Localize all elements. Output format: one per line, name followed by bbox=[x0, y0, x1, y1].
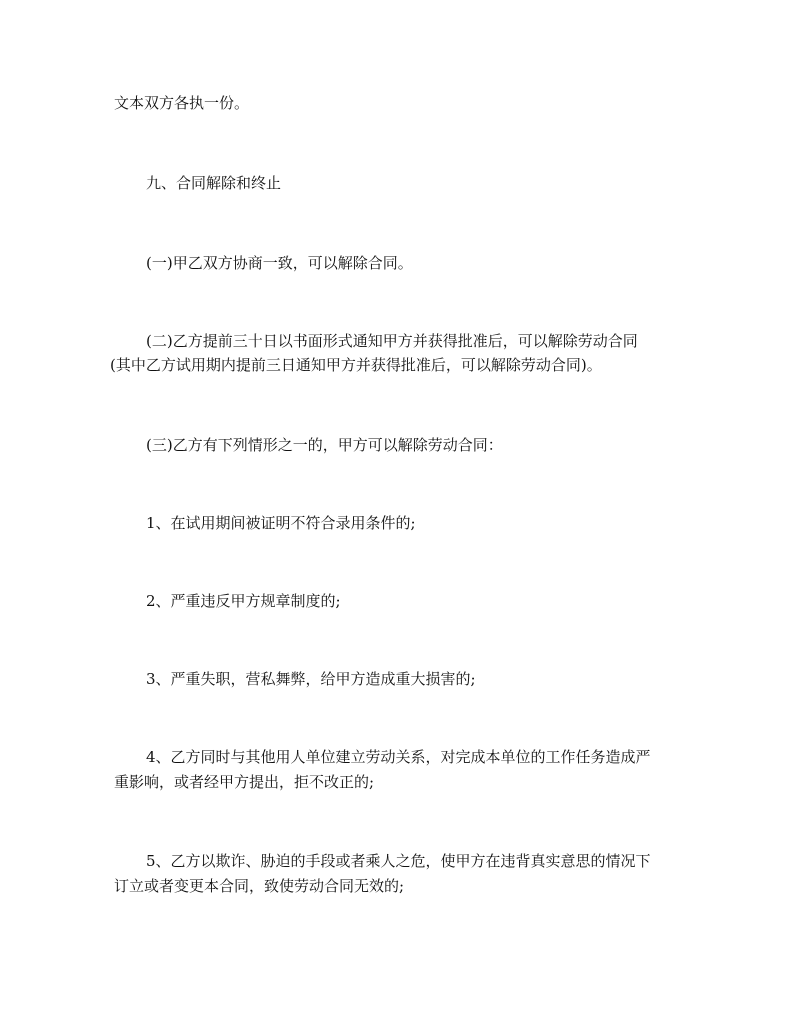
list-item-continuation: 订立或者变更本合同，致使劳动合同无效的; bbox=[114, 877, 405, 895]
paragraph-line: (二)乙方提前三十日以书面形式通知甲方并获得批准后，可以解除劳动合同 bbox=[146, 332, 638, 350]
paragraph-line: (三)乙方有下列情形之一的，甲方可以解除劳动合同： bbox=[146, 436, 503, 454]
paragraph-line: 文本双方各执一份。 bbox=[114, 94, 250, 112]
section-heading: 九、合同解除和终止 bbox=[146, 174, 282, 192]
list-item-continuation: 重影响，或者经甲方提出，拒不改正的; bbox=[114, 773, 375, 791]
list-item: 2、严重违反甲方规章制度的; bbox=[146, 592, 341, 610]
list-item: 5、乙方以欺诈、胁迫的手段或者乘人之危，使甲方在违背真实意思的情况下 bbox=[146, 852, 651, 870]
list-item: 3、严重失职，营私舞弊，给甲方造成重大损害的; bbox=[146, 670, 476, 688]
paragraph-line: (其中乙方试用期内提前三日通知甲方并获得批准后，可以解除劳动合同)。 bbox=[110, 356, 602, 374]
paragraph-line: (一)甲乙双方协商一致，可以解除合同。 bbox=[146, 254, 413, 272]
list-item: 4、乙方同时与其他用人单位建立劳动关系，对完成本单位的工作任务造成严 bbox=[146, 748, 651, 766]
list-item: 1、在试用期间被证明不符合录用条件的; bbox=[146, 514, 416, 532]
